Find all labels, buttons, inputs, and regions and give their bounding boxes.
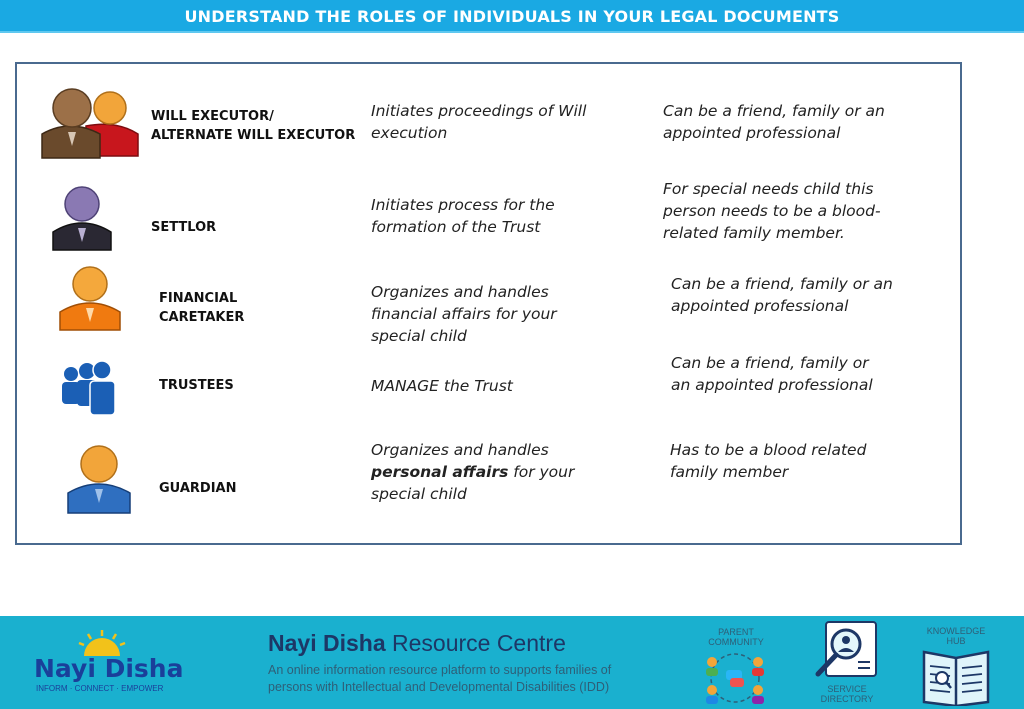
role-trustees: TRUSTEES — [159, 378, 234, 393]
who-guardian: Has to be a blood related family member — [670, 441, 867, 481]
person-icon — [51, 184, 113, 252]
logo-tagline: INFORM · CONNECT · EMPOWER — [36, 684, 164, 693]
desc-guardian-emphasis: personal affairs — [371, 463, 509, 481]
desc-will-executor: Initiates proceedings of Will execution — [371, 102, 587, 142]
sun-logo-icon — [76, 630, 128, 656]
two-people-icon — [40, 86, 140, 160]
role-will-executor: WILL EXECUTOR/ ALTERNATE WILL EXECUTOR — [151, 109, 356, 143]
person-icon — [66, 443, 132, 515]
community-icon[interactable] — [700, 648, 770, 706]
resource-centre-title: Nayi Disha Resource Centre — [268, 630, 566, 656]
desc-financial-caretaker: Organizes and handles financial affairs for your special child — [371, 283, 557, 345]
desc-settlor: Initiates process for the formation of the Trust — [371, 196, 555, 236]
desc-trustees: MANAGE the Trust — [371, 377, 513, 395]
who-trustees: Can be a friend, family or an appointed professional — [671, 354, 873, 394]
who-settlor: For special needs child this person needs to be a blood- related family member. — [663, 180, 881, 242]
knowledge-hub-label[interactable]: KNOWLEDGE HUB — [926, 626, 986, 646]
person-icon — [58, 264, 122, 332]
group-icon — [60, 360, 118, 416]
role-settlor: SETTLOR — [151, 220, 217, 235]
header-bar — [0, 0, 1024, 33]
service-directory-label[interactable]: SERVICE DIRECTORY — [820, 684, 874, 704]
parent-community-label[interactable]: PARENT COMMUNITY — [708, 627, 764, 647]
logo[interactable]: Nayi Disha — [34, 654, 184, 683]
directory-icon[interactable] — [812, 620, 882, 680]
book-icon[interactable] — [920, 644, 992, 706]
page-title: UNDERSTAND THE ROLES OF INDIVIDUALS IN YOUR LEGAL DOCUMENTS — [184, 7, 840, 26]
desc-guardian: Organizes and handles personal affairs for your special child — [371, 441, 575, 503]
resource-centre-description: An online information resource platform to supports families of persons with Intellectual and Developmental Disabilities (IDD) — [268, 663, 612, 694]
role-financial-caretaker: FINANCIAL CARETAKER — [159, 291, 245, 325]
who-financial-caretaker: Can be a friend, family or an appointed professional — [671, 275, 893, 315]
role-guardian: GUARDIAN — [159, 481, 237, 496]
who-will-executor: Can be a friend, family or an appointed professional — [663, 102, 885, 142]
